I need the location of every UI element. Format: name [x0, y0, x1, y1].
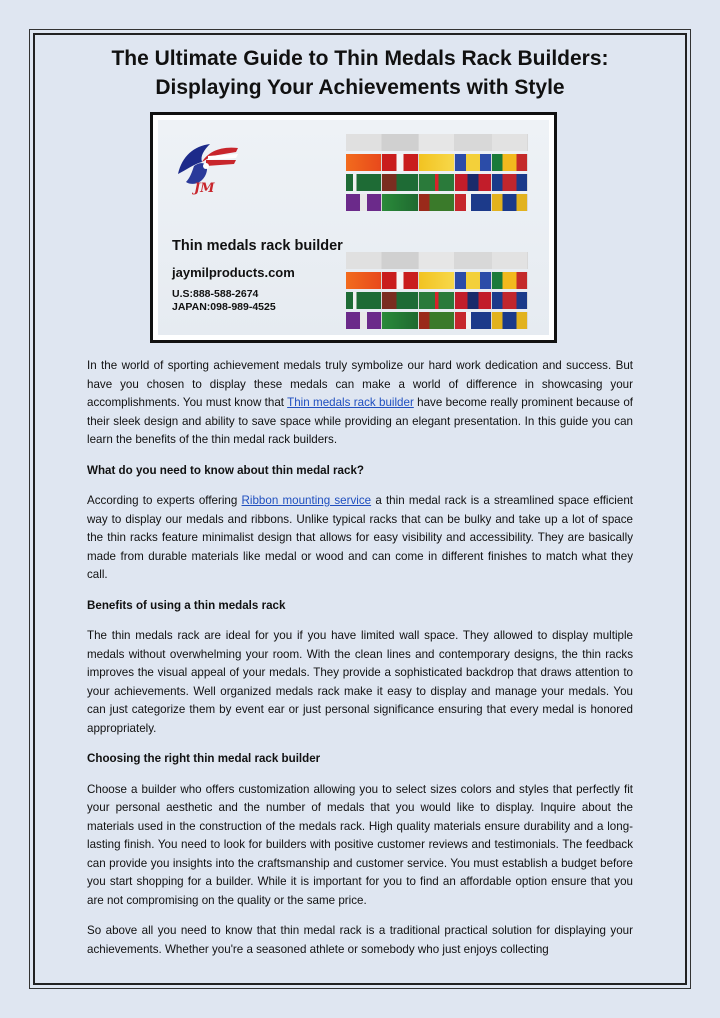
text-span: In the world of sporting achievement medals truly symbolize our hard work dedication and success. But have you chosen to display these medals can make a world of difference in showcasing your accomplishments. You must know that — [87, 359, 633, 409]
hero-image — [150, 112, 557, 343]
paragraph-4: Choose a builder who offers customization allowing you to select sizes colors and styles that perfectly fit your personal aesthetic and the number of medals that you would like to display. Inquire about the materials used in the construction of the medals rack. High quality materials ensure durability and a long-lasting finish. You need to look for builders with positive customer reviews and testimonials. The feedback can provide you insights into the craftsmanship and customer service. You must establish a budget before you start shopping for a builder. While it is important for you to find an affordable option ensure that you are not compromising on the quality or the same price. — [87, 782, 633, 907]
paragraph-intro — [87, 357, 633, 450]
text-span: have become really prominent because of their sleek design and ability to save space while providing an elegant presentation. In this guide you can learn the benefits of the thin medal rack builders. — [87, 396, 633, 446]
hero-website: jaymilproducts.com — [172, 265, 295, 280]
hero-banner — [158, 120, 549, 335]
document-title — [60, 44, 660, 102]
ribbon-row — [346, 134, 528, 151]
ribbon-rack-top — [346, 134, 528, 214]
ribbon-rack-bottom — [346, 252, 528, 332]
hero-phone-us: U.S:888-588-2674 — [172, 288, 259, 300]
ribbon-mounting-service-link[interactable]: Ribbon mounting service — [241, 494, 372, 507]
ribbon-row — [346, 292, 528, 309]
paragraph-3: The thin medals rack are ideal for you if you have limited wall space. They allowed to display multiple medals without overwhelming your room. With the clean lines and contemporary designs, the thin racks improves the visual appeal of your medals. They provide a sophisticated backdrop that draws attention to your achievements. Well organized medals rack make it easy to display and manage your medals. You can just categorize them by event ear or just personal significance ensuring that every medal is honored appropriately. — [87, 629, 633, 735]
title-line-2: Displaying Your Achievements with Style — [155, 76, 565, 99]
ribbon-row — [346, 154, 528, 171]
ribbon-row — [346, 174, 528, 191]
text-span: According to experts offering — [87, 494, 242, 507]
ribbon-row — [346, 272, 528, 289]
thin-medals-rack-builder-link[interactable]: Thin medals rack builder — [287, 396, 414, 409]
eagle-flag-logo-icon — [172, 130, 242, 200]
logo-text: JM — [194, 181, 215, 196]
section-heading-3: Choosing the right thin medal rack builder — [87, 752, 321, 765]
paragraph-5: So above all you need to know that thin medal rack is a traditional practical solution for displaying your achievements. Whether you're a seasoned athlete or somebody who just enjoys collecting — [87, 924, 633, 956]
paragraph-2 — [87, 492, 633, 585]
article-body — [87, 357, 633, 971]
title-line-1: The Ultimate Guide to Thin Medals Rack Builders: — [111, 47, 609, 70]
section-heading-2: Benefits of using a thin medals rack — [87, 598, 286, 612]
section-heading-1: What do you need to know about thin medal rack? — [87, 463, 364, 477]
hero-heading: Thin medals rack builder — [172, 238, 343, 254]
hero-phone-japan: JAPAN:098-989-4525 — [172, 301, 276, 313]
text-span: a thin medal rack is a streamlined space efficient way to display our medals and ribbons. Unlike typical racks that can be bulky and take up a lot of space the thin racks feature minimalist design that allows for easy visibility and accessibility. They are basically made from durable materials like medal or wood and can come in different finishes to match what they call. — [87, 494, 634, 581]
hero-contact — [172, 288, 276, 314]
ribbon-row — [346, 252, 528, 269]
ribbon-row — [346, 312, 528, 329]
ribbon-row — [346, 194, 528, 211]
